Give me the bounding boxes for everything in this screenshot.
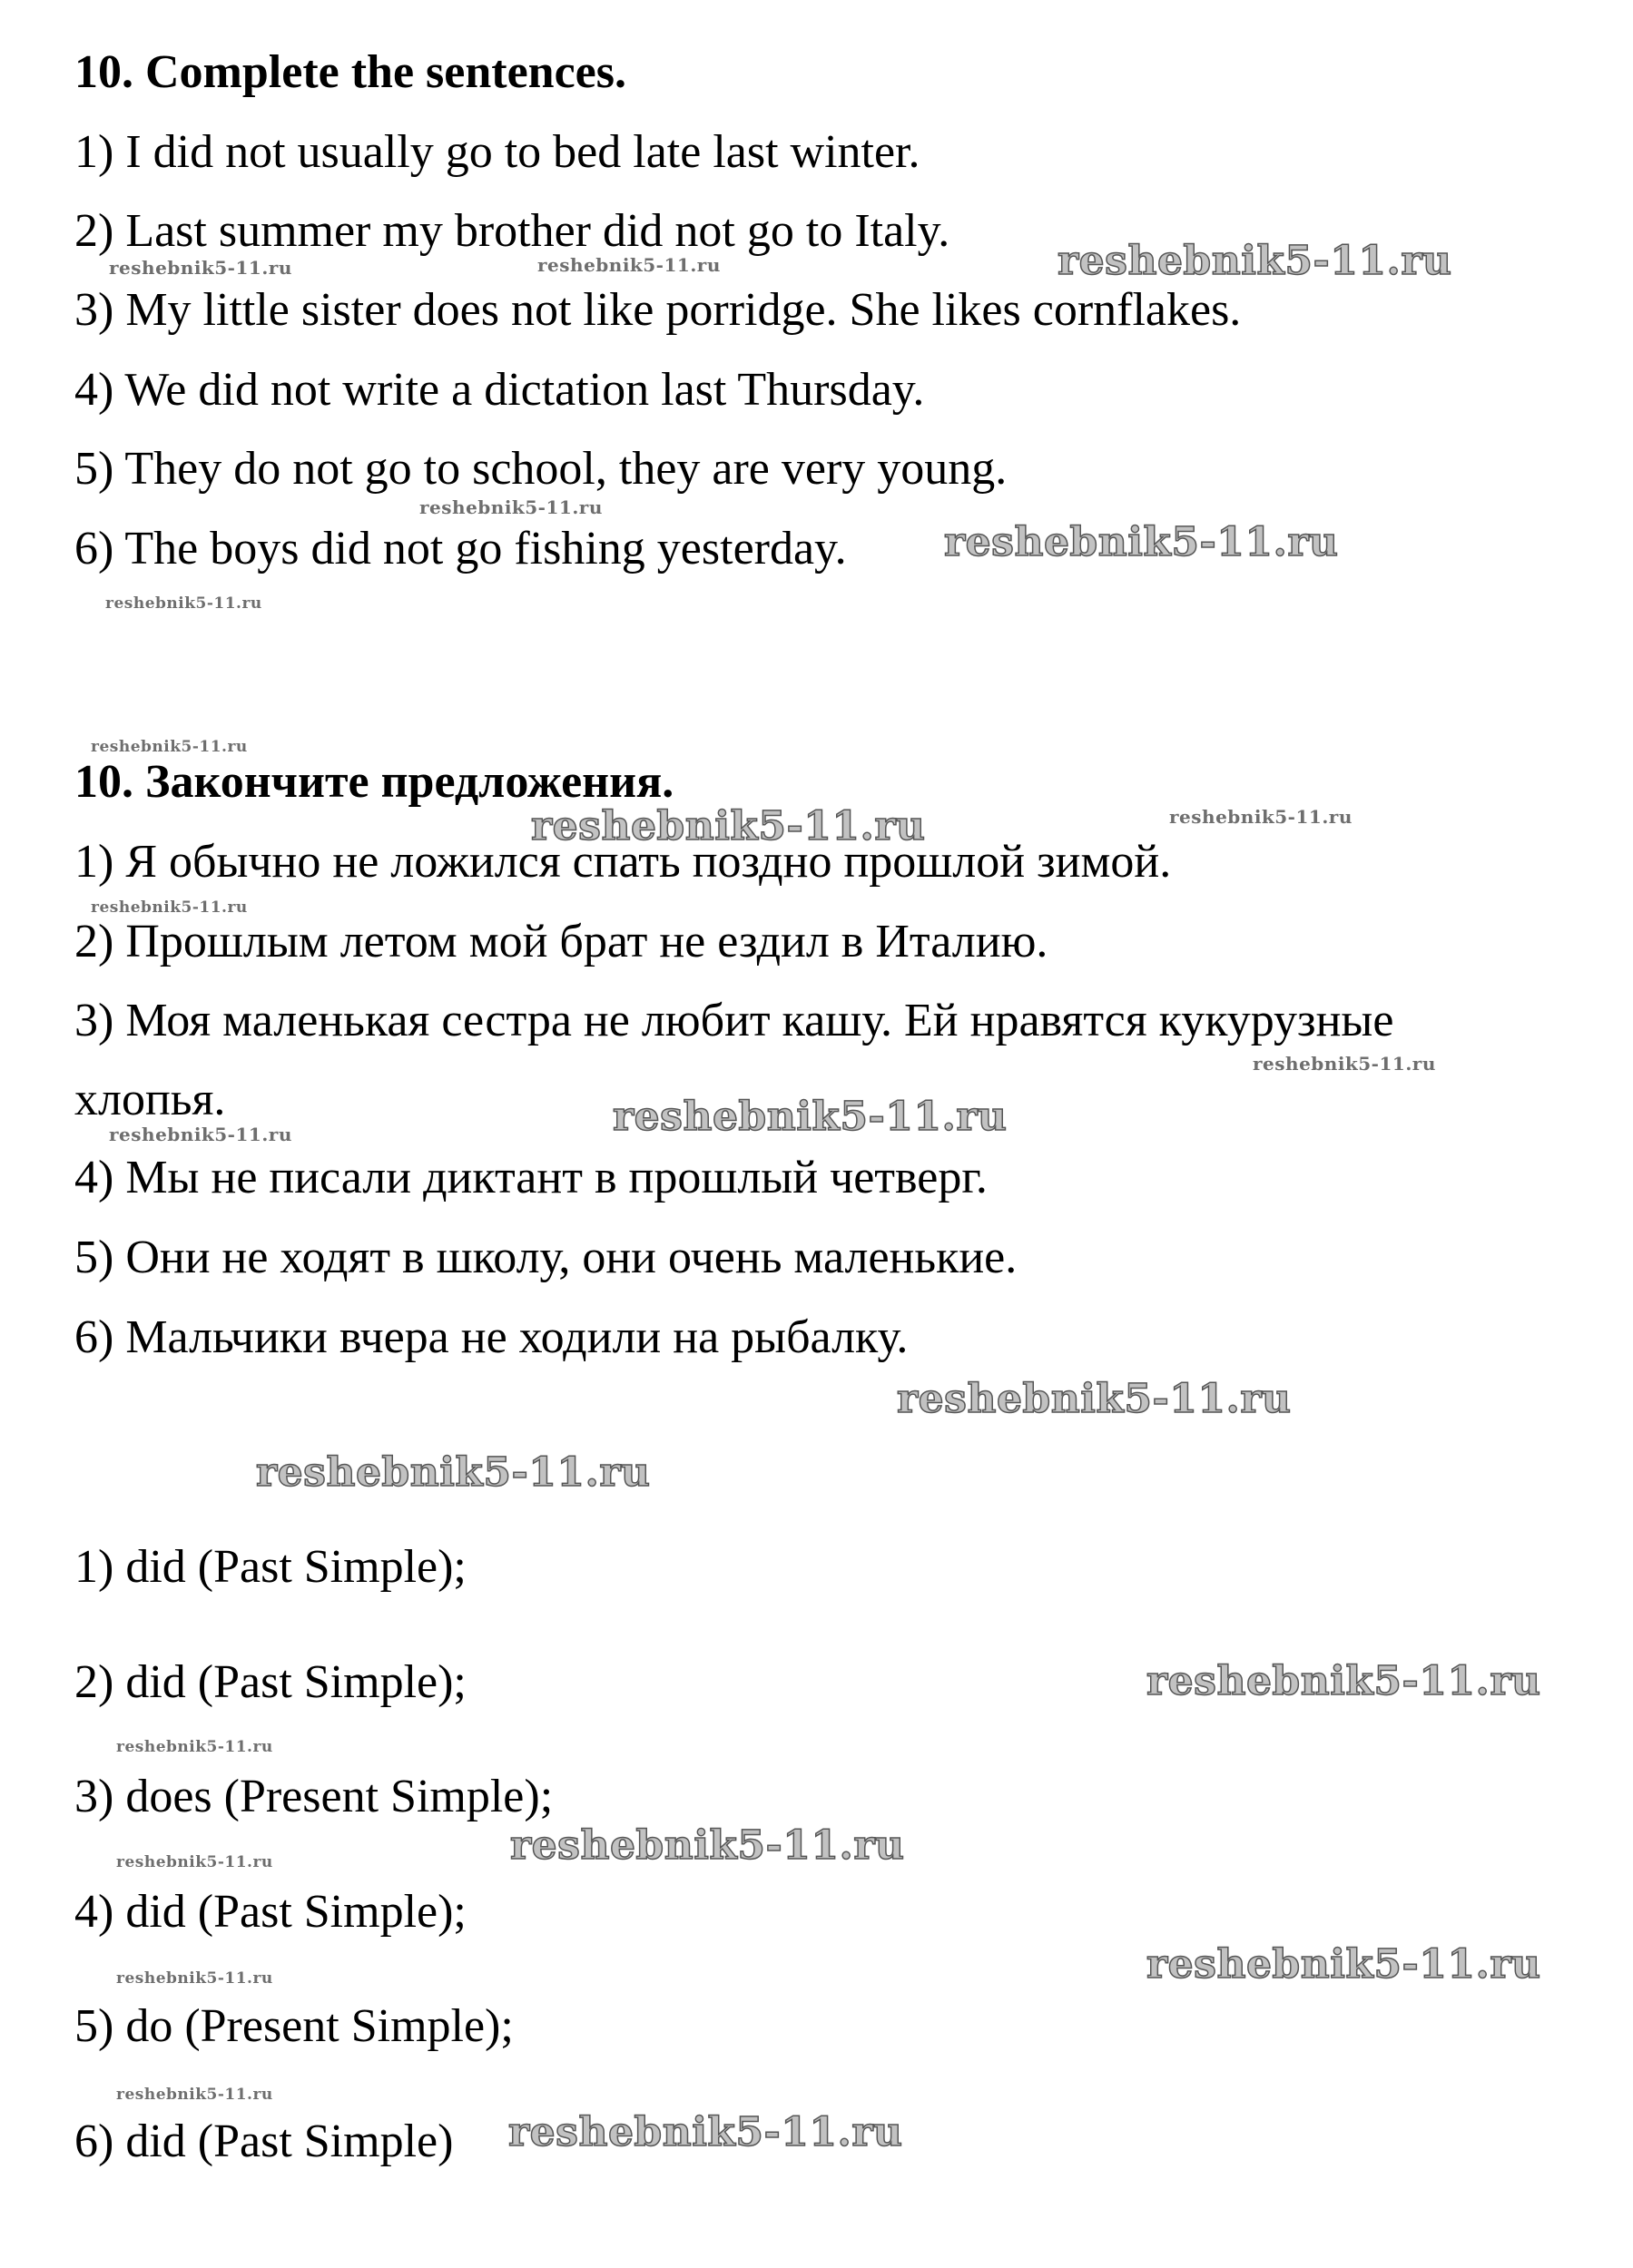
- russian-sentence-4: 4) Мы не писали диктант в прошлый четверг.: [74, 1152, 988, 1203]
- watermark: reshebnik5-11.ru: [531, 803, 926, 849]
- watermark: reshebnik5-11.ru: [109, 257, 292, 279]
- answer-4: 4) did (Past Simple);: [74, 1886, 467, 1938]
- watermark: reshebnik5-11.ru: [116, 1853, 273, 1871]
- english-sentence-2: 2) Last summer my brother did not go to Italy.: [74, 205, 950, 257]
- answer-5: 5) do (Present Simple);: [74, 2000, 514, 2052]
- answer-3: 3) does (Present Simple);: [74, 1771, 554, 1822]
- russian-sentence-6: 6) Мальчики вчера не ходили на рыбалку.: [74, 1311, 909, 1363]
- watermark: reshebnik5-11.ru: [897, 1376, 1292, 1422]
- english-sentence-3: 3) My little sister does not like porridge. She likes cornflakes.: [74, 284, 1242, 336]
- english-heading: 10. Complete the sentences.: [74, 46, 626, 98]
- watermark: reshebnik5-11.ru: [1253, 1053, 1436, 1075]
- english-sentence-6: 6) The boys did not go fishing yesterday.: [74, 523, 847, 574]
- watermark: reshebnik5-11.ru: [256, 1449, 651, 1496]
- russian-sentence-3-continued: хлопья.: [74, 1074, 226, 1125]
- watermark: reshebnik5-11.ru: [1169, 806, 1353, 828]
- russian-sentence-2: 2) Прошлым летом мой брат не ездил в Италию.: [74, 916, 1048, 967]
- english-sentence-5: 5) They do not go to school, they are very young.: [74, 443, 1008, 495]
- english-sentence-4: 4) We did not write a dictation last Thursday.: [74, 364, 925, 416]
- watermark: reshebnik5-11.ru: [510, 1822, 905, 1869]
- english-sentence-1: 1) I did not usually go to bed late last winter.: [74, 126, 920, 178]
- answer-6: 6) did (Past Simple): [74, 2116, 454, 2167]
- watermark: reshebnik5-11.ru: [537, 254, 721, 276]
- watermark: reshebnik5-11.ru: [109, 1124, 292, 1145]
- russian-heading: 10. Закончите предложения.: [74, 756, 674, 808]
- watermark: reshebnik5-11.ru: [613, 1094, 1008, 1140]
- watermark: reshebnik5-11.ru: [116, 1969, 273, 1988]
- watermark: reshebnik5-11.ru: [116, 2086, 273, 2104]
- watermark: reshebnik5-11.ru: [116, 1738, 273, 1756]
- answer-2: 2) did (Past Simple);: [74, 1656, 467, 1708]
- watermark: reshebnik5-11.ru: [1058, 238, 1452, 284]
- watermark: reshebnik5-11.ru: [1146, 1941, 1541, 1988]
- watermark: reshebnik5-11.ru: [91, 738, 248, 756]
- watermark: reshebnik5-11.ru: [91, 898, 248, 917]
- russian-sentence-5: 5) Они не ходят в школу, они очень маленькие.: [74, 1232, 1018, 1283]
- watermark: reshebnik5-11.ru: [944, 519, 1339, 565]
- russian-sentence-3: 3) Моя маленькая сестра не любит кашу. Ей нравятся кукурузные: [74, 995, 1394, 1046]
- watermark: reshebnik5-11.ru: [105, 594, 262, 613]
- watermark: reshebnik5-11.ru: [508, 2109, 903, 2155]
- answer-1: 1) did (Past Simple);: [74, 1541, 467, 1593]
- watermark: reshebnik5-11.ru: [419, 496, 603, 518]
- russian-sentence-1: 1) Я обычно не ложился спать поздно прошлой зимой.: [74, 836, 1172, 888]
- watermark: reshebnik5-11.ru: [1146, 1658, 1541, 1704]
